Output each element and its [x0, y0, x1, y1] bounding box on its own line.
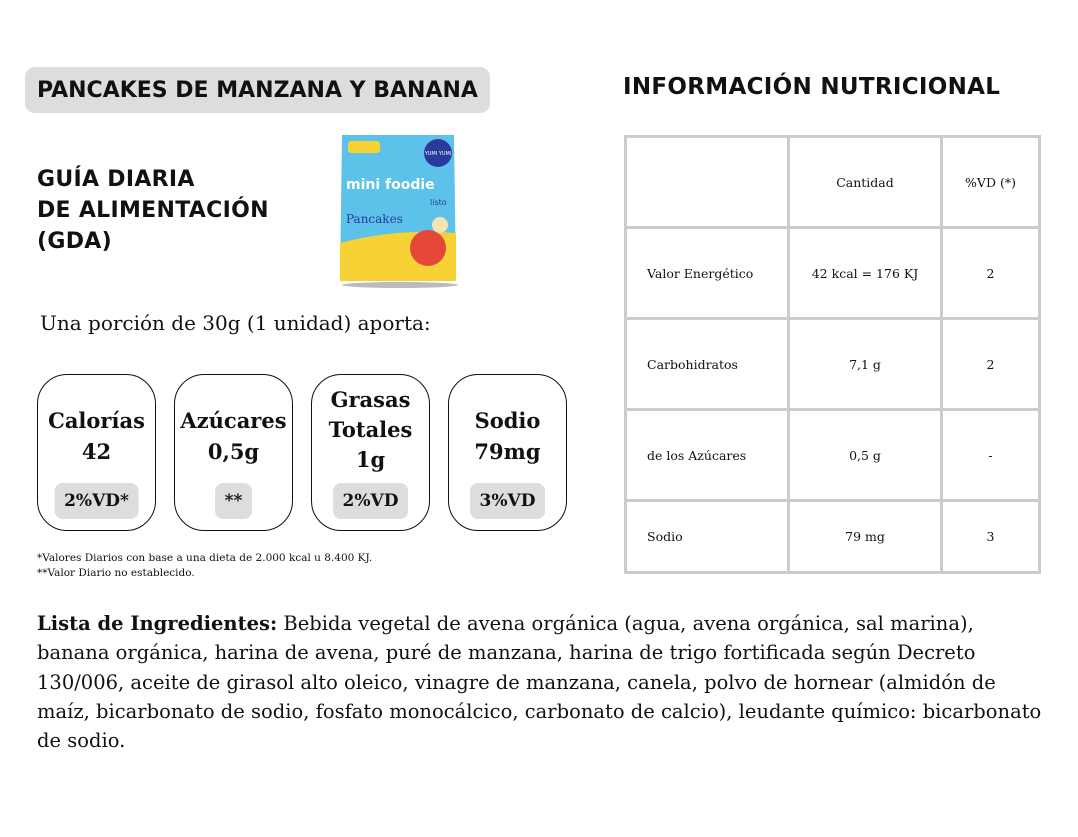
package-badge-text: YUMI YUMI [424, 151, 452, 157]
vd-badge: 2%VD [333, 483, 409, 519]
table-row [626, 319, 1040, 410]
portion-text: Una porción de 30g (1 unidad) aporta: [40, 311, 431, 335]
header-empty [626, 137, 789, 228]
ingredients-list [37, 609, 1047, 755]
product-title: PANCAKES DE MANZANA Y BANANA [25, 67, 490, 113]
package-tag-text: listo [430, 198, 447, 207]
nutrient-vd: 2 [942, 319, 1040, 410]
nutrient-amount: 42 kcal = 176 KJ [789, 228, 942, 319]
gda-card-sodium [448, 374, 567, 531]
table-row [626, 410, 1040, 501]
header-vd: %VD (*) [942, 137, 1040, 228]
gda-card-sugars [174, 374, 293, 531]
nutrient-name: Valor Energético [626, 228, 789, 319]
footnote: *Valores Diarios con base a una dieta de 2.000 kcal u 8.400 KJ. [37, 552, 373, 564]
nutrient-amount: 79 mg [789, 501, 942, 573]
package-product-name: Pancakes [346, 212, 403, 226]
gda-line: (GDA) [37, 229, 112, 254]
nutrient-vd: 3 [942, 501, 1040, 573]
nutrient-amount: 0,5 g [789, 410, 942, 501]
vd-badge: 3%VD [470, 483, 546, 519]
table-row [626, 228, 1040, 319]
table-row [626, 501, 1040, 573]
footnote: **Valor Diario no establecido. [37, 567, 195, 579]
card-label: Calorías [48, 408, 145, 433]
header-quantity: Cantidad [789, 137, 942, 228]
card-value: 79mg [474, 439, 541, 464]
card-label: Grasas [330, 387, 411, 412]
nutrient-vd: 2 [942, 228, 1040, 319]
card-value: 1g [355, 447, 386, 472]
card-label: Azúcares [180, 408, 287, 433]
nutrient-vd: - [942, 410, 1040, 501]
nutrient-amount: 7,1 g [789, 319, 942, 410]
card-label: Totales [328, 417, 413, 442]
vd-badge: 2%VD* [54, 483, 139, 519]
gda-line: GUÍA DIARIA [37, 167, 195, 192]
nutrient-name: de los Azúcares [626, 410, 789, 501]
vd-badge: ** [215, 483, 253, 519]
table-header-row [626, 137, 1040, 228]
card-label: Sodio [474, 408, 541, 433]
gda-heading [37, 164, 269, 257]
product-package-image [338, 133, 458, 288]
gda-card-calories [37, 374, 156, 531]
nutrient-name: Sodio [626, 501, 789, 573]
nutrition-title: INFORMACIÓN NUTRICIONAL [623, 74, 1001, 100]
card-value: 42 [81, 439, 112, 464]
nutrition-table [624, 135, 1041, 574]
card-value: 0,5g [207, 439, 260, 464]
package-brand-text: mini foodie [346, 177, 435, 193]
ingredients-text: Bebida vegetal de avena orgánica (agua, avena orgánica, sal marina), banana orgánica, harina de avena, puré de manzana, harina de trigo fortificada según Decreto 130/006, aceite de girasol alto oleico, vinagre de manzana, canela, polvo de hornear (almidón de maíz, bicarbonato de sodio, fosfato monocálcico, carbonato de calcio), leudante químico: bicarbonato de sodio. [37, 612, 1042, 753]
gda-card-fat [311, 374, 430, 531]
ingredients-label: Lista de Ingredientes: [37, 612, 278, 635]
nutrient-name: Carbohidratos [626, 319, 789, 410]
gda-line: DE ALIMENTACIÓN [37, 198, 269, 223]
